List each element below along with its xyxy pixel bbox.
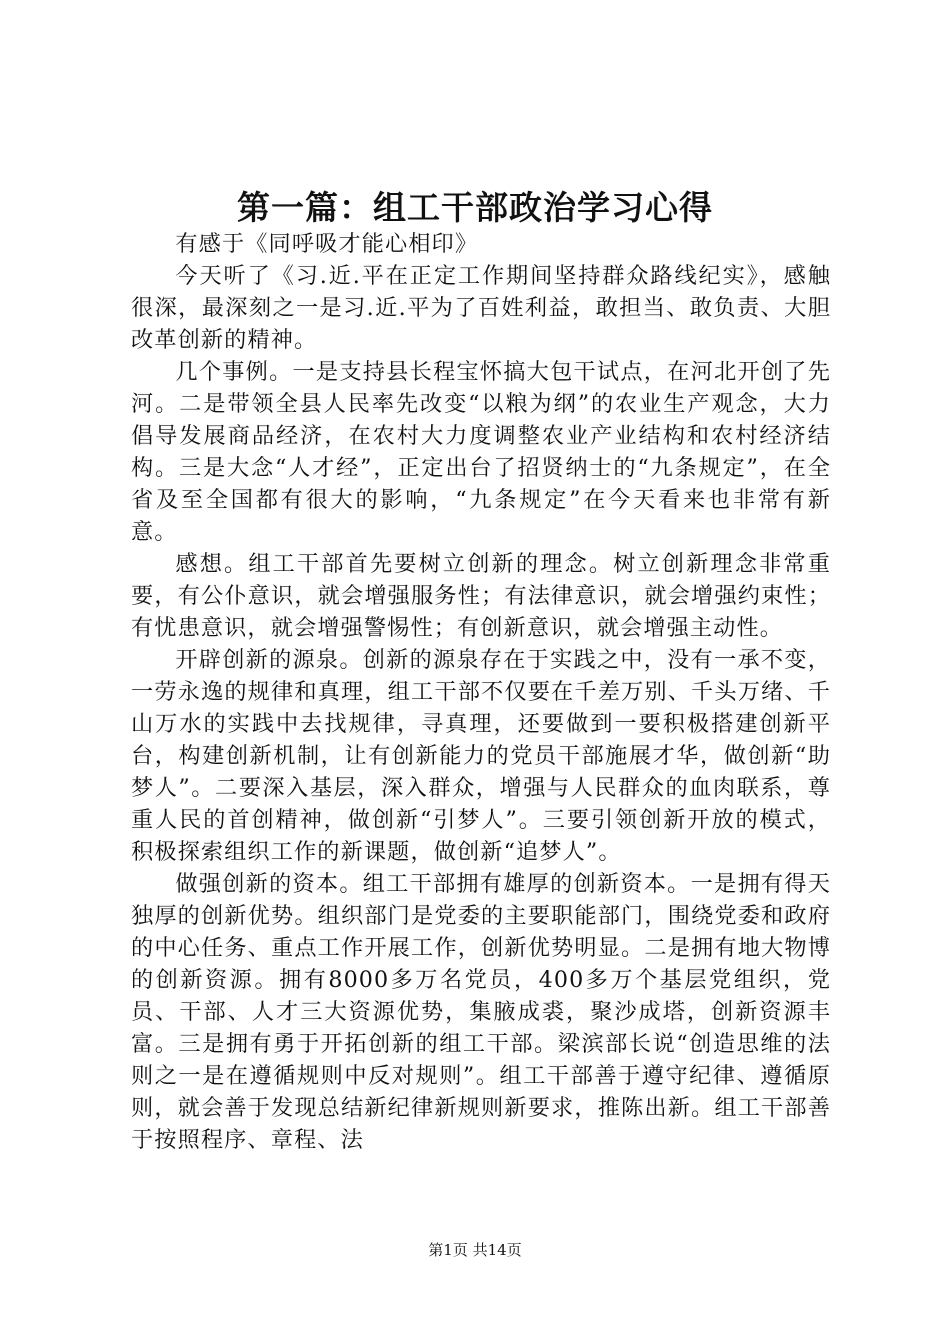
paragraph-examples: 几个事例。一是支持县长程宝怀搞大包干试点，在河北开创了先河。二是带领全县人民率先改变“以粮为纲”的农业生产观念，大力倡导发展商品经济，在农村大力度调整农业产业结构和农村经济结构。三是大念“人才经”，正定出台了招贤纳士的“九条规定”，在全省及至全国都有很大的影响，“九条规定”在今天看来也非常有新意。 — [131, 359, 831, 545]
page-number-footer: 第1页 共14页 — [428, 1241, 522, 1259]
document-title: 第一篇：组工干部政治学习心得 — [237, 188, 713, 227]
paragraph-intro: 今天听了《习.近.平在正定工作期间坚持群众路线纪实》，感触很深，最深刻之一是习.近.平为了百姓利益，敢担当、敢负责、大胆改革创新的精神。 — [131, 263, 831, 353]
paragraph-innovation-capital: 做强创新的资本。组工干部拥有雄厚的创新资本。一是拥有得天独厚的创新优势。组织部门是党委的主要职能部门，围绕党委和政府的中心任务、重点工作开展工作，创新优势明显。二是拥有地大物博的创新资源。拥有8000多万名党员，400多万个基层党组织，党员、干部、人才三大资源优势，集腋成裘，聚沙成塔，创新资源丰富。三是拥有勇于开拓创新的组工干部。梁滨部长说“创造思维的法则之一是在遵循规则中反对规则”。组工干部善于遵守纪律、遵循原则，就会善于发现总结新纪律新规则新要求，推陈出新。组工干部善于按照程序、章程、法 — [131, 871, 831, 1153]
document-body — [131, 228, 831, 1156]
paragraph-innovation-source: 开辟创新的源泉。创新的源泉存在于实践之中，没有一承不变，一劳永逸的规律和真理，组工干部不仅要在千差万别、千头万绪、千山万水的实践中去找规律，寻真理，还要做到一要积极搭建创新平台，构建创新机制，让有创新能力的党员干部施展才华，做创新“助梦人”。二要深入基层，深入群众，增强与人民群众的血肉联系，尊重人民的首创精神，做创新“引梦人”。三要引领创新开放的模式，积极探索组织工作的新课题，做创新“追梦人”。 — [131, 647, 831, 865]
paragraph-reflections: 感想。组工干部首先要树立创新的理念。树立创新理念非常重要，有公仆意识，就会增强服务性；有法律意识，就会增强约束性；有忧患意识，就会增强警惕性；有创新意识，就会增强主动性。 — [131, 551, 831, 641]
document-subtitle: 有感于《同呼吸才能心相印》 — [175, 231, 479, 257]
